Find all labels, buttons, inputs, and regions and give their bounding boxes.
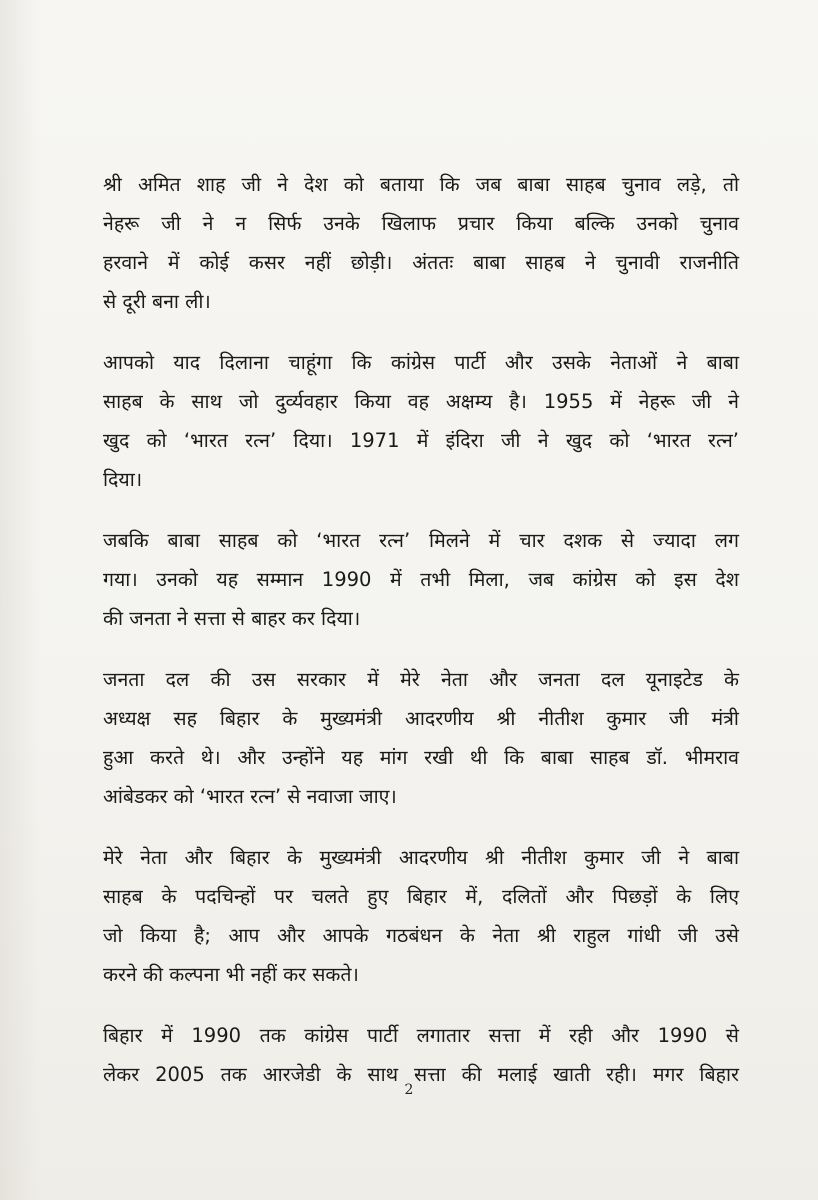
- paragraph-5: [103, 838, 739, 994]
- paragraph-3: [103, 521, 739, 638]
- paragraph-1: [103, 165, 739, 321]
- text-line: जनता दल की उस सरकार में मेरे नेता और जनता दल यूनाइटेड के: [103, 668, 739, 691]
- text-line: श्री अमित शाह जी ने देश को बताया कि जब बाबा साहब चुनाव लड़े, तो: [103, 173, 739, 196]
- text-line: दिया।: [103, 468, 143, 491]
- text-line: साहब के साथ जो दुर्व्यवहार किया वह अक्षम्य है। 1955 में नेहरू जी ने: [103, 390, 739, 413]
- text-line: आपको याद दिलाना चाहूंगा कि कांग्रेस पार्टी और उसके नेताओं ने बाबा: [103, 351, 739, 374]
- paragraph-4: [103, 660, 739, 816]
- text-line: बिहार में 1990 तक कांग्रेस पार्टी लगातार सत्ता में रही और 1990 से: [103, 1024, 739, 1047]
- page-number: 2: [404, 1082, 414, 1098]
- text-line: जबकि बाबा साहब को ‘भारत रत्न’ मिलने में चार दशक से ज्यादा लग: [103, 529, 739, 552]
- text-line: अध्यक्ष सह बिहार के मुख्यमंत्री आदरणीय श्री नीतीश कुमार जी मंत्री: [103, 707, 739, 730]
- text-line: हुआ करते थे। और उन्होंने यह मांग रखी थी कि बाबा साहब डॉ. भीमराव: [103, 746, 739, 769]
- text-line: साहब के पदचिन्हों पर चलते हुए बिहार में, दलितों और पिछड़ों के लिए: [103, 885, 739, 908]
- text-line: हरवाने में कोई कसर नहीं छोड़ी। अंततः बाबा साहब ने चुनावी राजनीति: [103, 251, 739, 274]
- body-text: [103, 165, 739, 1116]
- text-line: से दूरी बना ली।: [103, 290, 211, 313]
- text-line: खुद को ‘भारत रत्न’ दिया। 1971 में इंदिरा जी ने खुद को ‘भारत रत्न’: [103, 429, 739, 452]
- text-line: जो किया है; आप और आपके गठबंधन के नेता श्री राहुल गांधी जी उसे: [103, 924, 739, 947]
- text-line: आंबेडकर को ‘भारत रत्न’ से नवाजा जाए।: [103, 785, 397, 808]
- text-line: की जनता ने सत्ता से बाहर कर दिया।: [103, 607, 361, 630]
- page-shadow: [0, 0, 40, 1200]
- paragraph-2: [103, 343, 739, 499]
- text-line: मेरे नेता और बिहार के मुख्यमंत्री आदरणीय श्री नीतीश कुमार जी ने बाबा: [103, 846, 739, 869]
- text-line: गया। उनको यह सम्मान 1990 में तभी मिला, जब कांग्रेस को इस देश: [103, 568, 739, 591]
- text-line: लेकर 2005 तक आरजेडी के साथ सत्ता की मलाई खाती रही। मगर बिहार: [103, 1063, 739, 1086]
- text-line: करने की कल्पना भी नहीं कर सकते।: [103, 963, 359, 986]
- text-line: नेहरू जी ने न सिर्फ उनके खिलाफ प्रचार किया बल्कि उनको चुनाव: [103, 212, 739, 235]
